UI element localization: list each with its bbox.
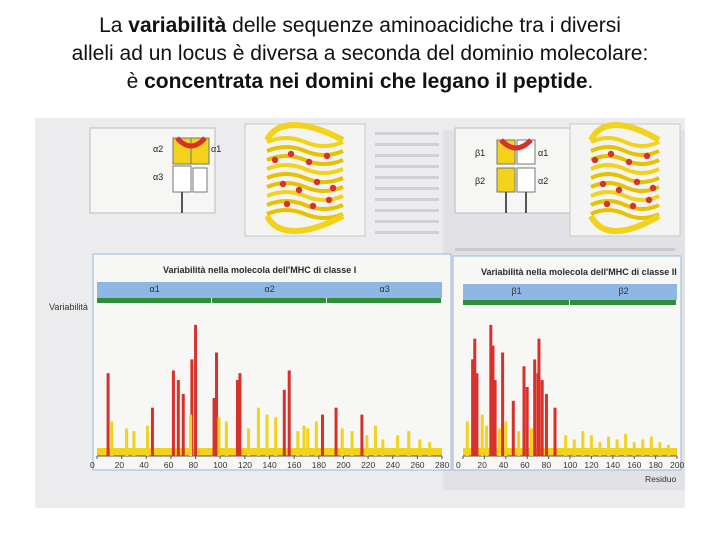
polymorphic-residue-dot	[324, 153, 330, 159]
variability-bar-low	[573, 439, 576, 456]
variability-axis-label: Variabilità	[49, 302, 88, 312]
polymorphic-residue-dot	[284, 201, 290, 207]
variability-bar-low	[365, 435, 368, 456]
heading-text: .	[587, 70, 594, 93]
variability-bar-low	[225, 422, 228, 457]
text-line	[375, 231, 439, 234]
text-line	[375, 132, 439, 135]
x-tick-label: 280	[435, 460, 450, 470]
variability-bar-high	[321, 415, 324, 456]
variability-bar-low	[428, 442, 431, 456]
alpha3-domain	[173, 166, 191, 192]
variability-bar-low	[641, 439, 644, 456]
variability-bar-low	[306, 428, 309, 456]
variability-bar-low	[266, 415, 269, 456]
variability-bar-low	[581, 431, 584, 456]
domain-segment	[212, 298, 326, 303]
variability-bar-high	[288, 370, 291, 456]
polymorphic-residue-dot	[650, 185, 656, 191]
class-i-chart-title: Variabilità nella molecola dell'MHC di classe I	[163, 265, 357, 275]
slide-heading	[0, 12, 720, 96]
variability-bar-low	[315, 422, 318, 457]
polymorphic-residue-dot	[604, 201, 610, 207]
polymorphic-residue-dot	[608, 151, 614, 157]
variability-bar-low	[274, 417, 277, 456]
variability-bar-high	[554, 408, 557, 456]
variability-bar-low	[296, 431, 299, 456]
variability-bar-low	[247, 428, 250, 456]
x-tick-label: 40	[139, 460, 149, 470]
x-tick-label: 240	[385, 460, 400, 470]
domain-segment	[570, 300, 676, 305]
polymorphic-residue-dot	[644, 153, 650, 159]
variability-bar-low	[485, 426, 488, 456]
x-axis-title: Residuo	[645, 474, 677, 484]
x-tick-label: 200	[670, 460, 685, 470]
variability-bar-low	[564, 435, 567, 456]
x-tick-label: 180	[648, 460, 663, 470]
x-tick-label: 0	[456, 460, 461, 470]
text-line	[375, 209, 439, 212]
class-ii-label-alpha2: α2	[538, 176, 549, 186]
polymorphic-residue-dot	[272, 157, 278, 163]
variability-bar-high	[335, 408, 338, 456]
polymorphic-residue-dot	[288, 151, 294, 157]
polymorphic-residue-dot	[310, 203, 316, 209]
x-tick-label: 60	[163, 460, 174, 470]
x-tick-label: 60	[520, 460, 530, 470]
variability-bar-high	[475, 373, 478, 456]
variability-bar-high	[194, 325, 197, 456]
variability-bar-high	[541, 380, 544, 456]
variability-bar-low	[633, 442, 636, 456]
text-line	[375, 198, 439, 201]
variability-bar-low	[374, 426, 377, 456]
polymorphic-residue-dot	[600, 181, 606, 187]
polymorphic-residue-dot	[592, 157, 598, 163]
variability-bar-high	[494, 380, 497, 456]
x-tick-label: 0	[90, 460, 95, 470]
variability-bar-high	[283, 390, 286, 456]
x-tick-label: 100	[213, 460, 228, 470]
variability-bar-low	[257, 408, 260, 456]
x-tick-label: 200	[336, 460, 351, 470]
variability-bar-low	[481, 415, 484, 456]
domain-label: α1	[149, 284, 160, 294]
polymorphic-residue-dot	[296, 187, 302, 193]
variability-bar-low	[590, 435, 593, 456]
variability-bar-low	[418, 439, 421, 456]
polymorphic-residue-dot	[314, 179, 320, 185]
beta2-domain	[497, 168, 515, 192]
heading-text: è	[126, 70, 145, 93]
variability-bar-low	[132, 431, 135, 456]
x-tick-label: 140	[605, 460, 620, 470]
text-line	[375, 187, 439, 190]
x-tick-label: 120	[584, 460, 599, 470]
variability-bar-high	[533, 359, 536, 456]
heading-text: delle sequenze aminoacidiche tra i diversi	[226, 14, 621, 37]
variability-bar-low	[146, 426, 149, 456]
class-ii-label-beta1: β1	[475, 148, 486, 158]
variability-bar-low	[530, 428, 533, 456]
variability-bar-low	[466, 422, 469, 457]
variability-bar-low	[381, 439, 384, 456]
figure-canvas	[35, 118, 685, 508]
x-tick-label: 80	[541, 460, 552, 470]
alpha2-domain-ii	[517, 168, 535, 192]
polymorphic-residue-dot	[330, 185, 336, 191]
variability-bar-low	[624, 434, 627, 456]
variability-bar-low	[607, 437, 610, 456]
variability-bar-low	[517, 431, 520, 456]
x-tick-label: 160	[287, 460, 302, 470]
variability-bar-low	[504, 422, 507, 457]
textbook-figure	[35, 118, 685, 508]
heading-text: La	[99, 14, 129, 37]
text-line	[375, 176, 439, 179]
polymorphic-residue-dot	[306, 159, 312, 165]
heading-emphasis: concentrata nei domini che legano il peptide	[144, 70, 588, 93]
polymorphic-residue-dot	[616, 187, 622, 193]
variability-bar-high	[238, 373, 241, 456]
class-ii-label-alpha1: α1	[538, 148, 549, 158]
variability-bar-low	[217, 417, 220, 456]
x-tick-label: 180	[311, 460, 326, 470]
variability-bar-high	[537, 339, 540, 456]
variability-bar-low	[498, 428, 501, 456]
class-i-label-alpha2: α2	[153, 144, 164, 154]
variability-bar-high	[545, 394, 548, 456]
polymorphic-residue-dot	[280, 181, 286, 187]
text-line	[375, 143, 439, 146]
variability-bar-low	[407, 431, 410, 456]
variability-bar-high	[512, 401, 515, 456]
polymorphic-residue-dot	[626, 159, 632, 165]
x-tick-label: 140	[262, 460, 277, 470]
b2m-domain	[193, 168, 207, 192]
text-line	[375, 154, 439, 157]
variability-bar-high	[501, 353, 504, 457]
class-i-label-alpha3: α3	[153, 172, 164, 182]
variability-bar-low	[341, 428, 344, 456]
variability-bar-high	[182, 394, 185, 456]
polymorphic-residue-dot	[646, 197, 652, 203]
variability-bar-low	[658, 442, 661, 456]
heading-line-3	[0, 68, 720, 96]
domain-segment	[463, 300, 569, 305]
domain-segment	[97, 298, 211, 303]
variability-bar-high	[522, 366, 525, 456]
variability-bar-low	[189, 415, 192, 456]
heading-emphasis: variabilità	[128, 14, 227, 37]
variability-bar-high	[151, 408, 154, 456]
x-tick-label: 160	[627, 460, 642, 470]
variability-bar-low	[303, 426, 306, 456]
domain-label: β1	[511, 286, 522, 296]
variability-bar-low	[396, 435, 399, 456]
domain-label: α3	[379, 284, 390, 294]
variability-bar-low	[616, 439, 619, 456]
x-tick-label: 80	[188, 460, 199, 470]
variability-bar-low	[351, 431, 354, 456]
domain-band	[463, 284, 677, 300]
variability-bar-low	[110, 422, 113, 457]
heading-line-1	[0, 12, 720, 40]
x-tick-label: 40	[498, 460, 509, 470]
variability-bar-low	[667, 445, 670, 456]
variability-bar-high	[107, 373, 110, 456]
variability-bar-high	[177, 380, 180, 456]
x-tick-label: 20	[477, 460, 487, 470]
text-line	[375, 220, 439, 223]
variability-bar-low	[125, 428, 128, 456]
x-tick-label: 20	[114, 460, 125, 470]
text-line	[375, 165, 439, 168]
variability-bar-low	[650, 437, 653, 456]
domain-label: α2	[264, 284, 275, 294]
variability-bar-high	[360, 415, 363, 456]
domain-segment	[327, 298, 441, 303]
x-tick-label: 100	[563, 460, 578, 470]
variability-bar-high	[526, 387, 529, 456]
text-line	[455, 248, 675, 251]
polymorphic-residue-dot	[326, 197, 332, 203]
variability-bar-high	[172, 370, 175, 456]
x-tick-label: 260	[410, 460, 425, 470]
domain-label: β2	[618, 286, 629, 296]
class-i-label-alpha1: α1	[211, 144, 222, 154]
class-ii-chart-title: Variabilità nella molecola dell'MHC di classe II	[481, 267, 677, 277]
x-tick-label: 120	[237, 460, 253, 470]
heading-line-2: alleli ad un locus è diversa a seconda del dominio molecolare:	[71, 42, 649, 65]
polymorphic-residue-dot	[634, 179, 640, 185]
variability-bar-low	[598, 442, 601, 456]
polymorphic-residue-dot	[630, 203, 636, 209]
x-tick-label: 220	[361, 460, 376, 470]
class-ii-label-beta2: β2	[475, 176, 486, 186]
